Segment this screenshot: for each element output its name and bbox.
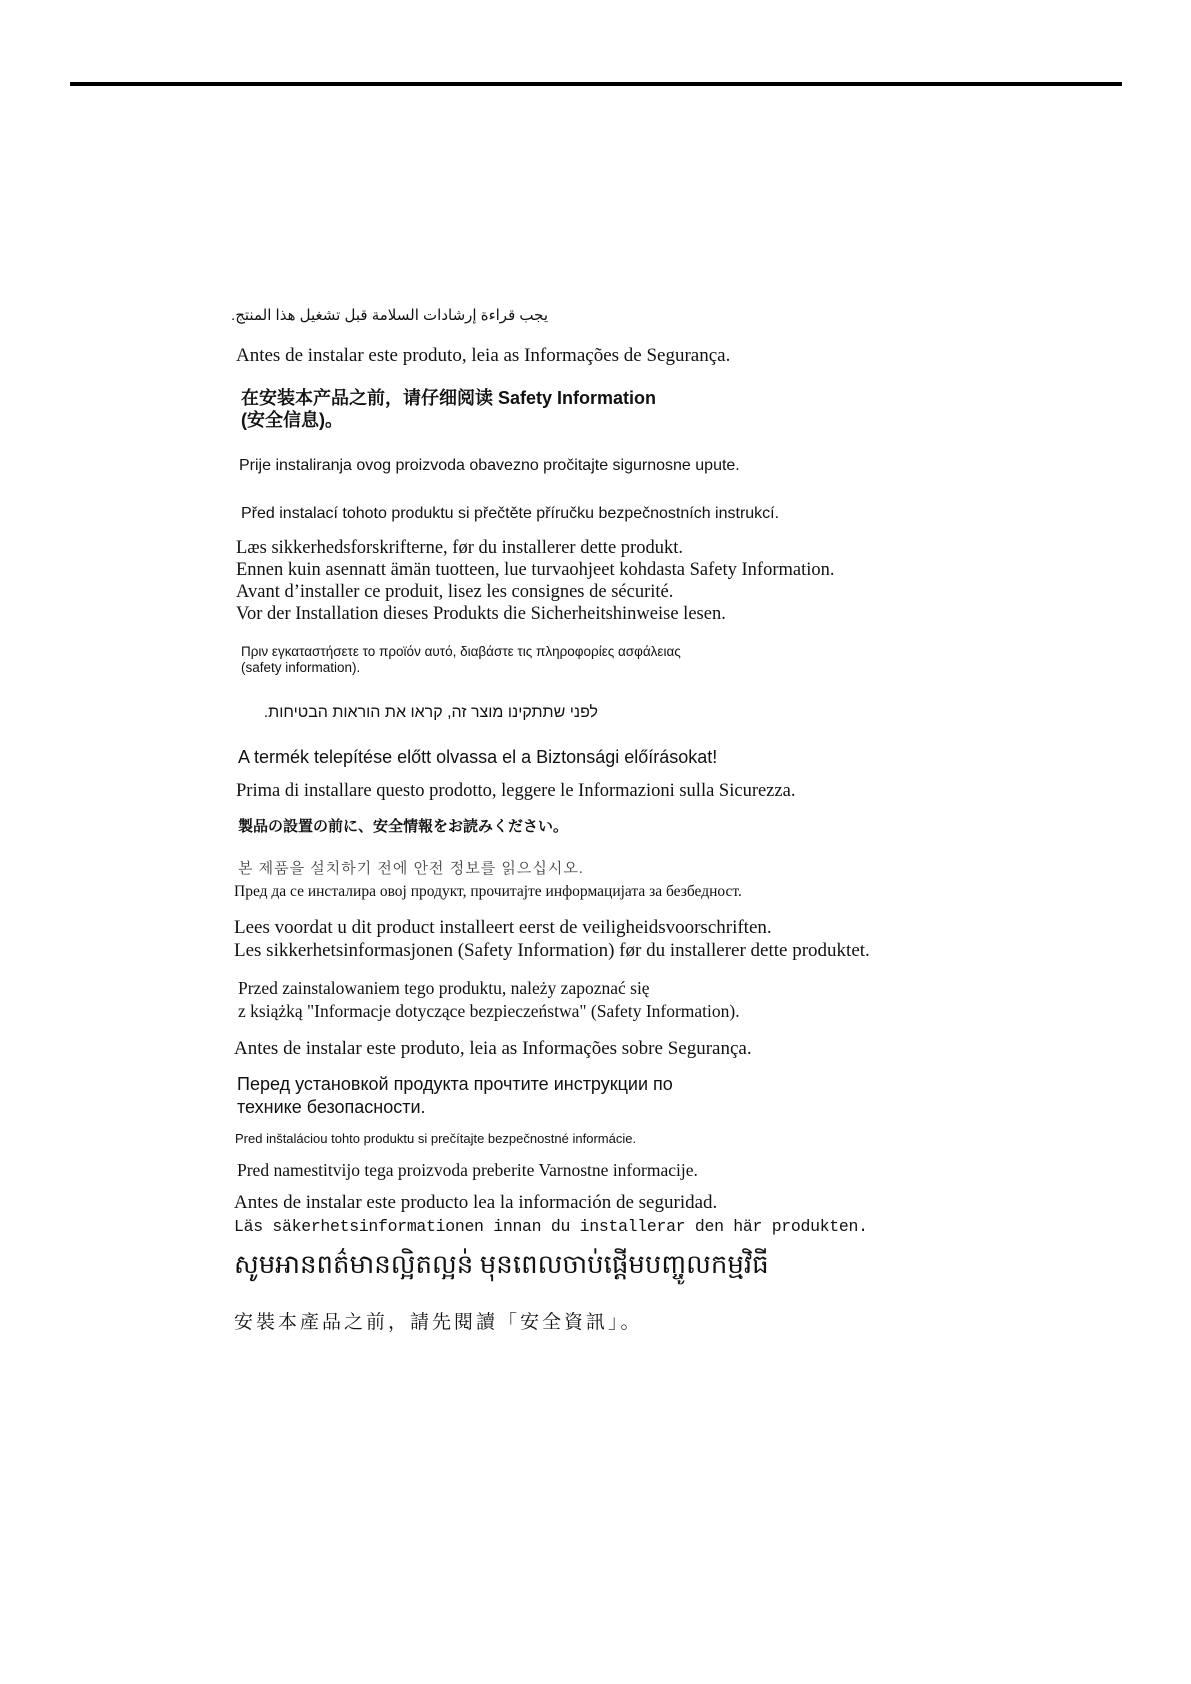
safety-notice-polish-line2: z książką "Informacje dotyczące bezpieczeństwa" (Safety Information). <box>238 1001 740 1021</box>
safety-notice-chinese-simplified-line2: (安全信息)。 <box>241 410 343 430</box>
safety-notice-hebrew: לפני שתתקינו מוצר זה, קראו את הוראות הבטיחות. <box>263 704 598 721</box>
safety-notice-japanese: 製品の設置の前に、安全情報をお読みください。 <box>238 818 569 835</box>
safety-notice-chinese-simplified-line1: 在安装本产品之前，请仔细阅读 Safety Information <box>241 388 657 408</box>
safety-notice-khmer: សូមអានពត៌មានល្អិតល្អន់ មុនពេលចាប់ផ្តើមបញ្ចូលកម្មវិធី <box>234 1250 769 1279</box>
safety-notice-croatian: Prije instaliranja ovog proizvoda obavezno pročitajte sigurnosne upute. <box>239 457 740 474</box>
safety-notice-norwegian: Les sikkerhetsinformasjonen (Safety Information) før du installerer dette produktet. <box>234 940 870 961</box>
safety-notice-dutch: Lees voordat u dit product installeert eerst de veiligheidsvoorschriften. <box>234 917 772 938</box>
safety-notice-portuguese: Antes de instalar este produto, leia as Informações sobre Segurança. <box>234 1038 752 1059</box>
safety-notice-swedish: Läs säkerhetsinformationen innan du installerar den här produkten. <box>234 1217 868 1236</box>
safety-notice-portuguese-br: Antes de instalar este produto, leia as Informações de Segurança. <box>236 345 731 366</box>
safety-notice-czech: Před instalací tohoto produktu si přečtěte příručku bezpečnostních instrukcí. <box>241 505 780 522</box>
safety-notice-italian: Prima di installare questo prodotto, leggere le Informazioni sulla Sicurezza. <box>236 781 796 801</box>
safety-notice-french: Avant d’installer ce produit, lisez les consignes de sécurité. <box>236 582 674 602</box>
safety-notice-slovenian: Pred namestitvijo tega proizvoda preberite Varnostne informacije. <box>237 1160 698 1180</box>
safety-notice-arabic: يجب قراءة إرشادات السلامة قبل تشغيل هذا المنتج. <box>231 307 548 324</box>
safety-notice-hungarian: A termék telepítése előtt olvassa el a Biztonsági előírásokat! <box>238 747 718 767</box>
safety-notice-spanish: Antes de instalar este producto lea la información de seguridad. <box>234 1192 718 1213</box>
top-horizontal-rule <box>70 82 1122 86</box>
safety-notice-korean: 본 제품을 설치하기 전에 안전 정보를 읽으십시오. <box>238 860 584 877</box>
safety-notice-russian-line1: Перед установкой продукта прочтите инструкции по <box>237 1074 673 1094</box>
safety-notice-german: Vor der Installation dieses Produkts die Sicherheitshinweise lesen. <box>236 604 726 624</box>
safety-notice-chinese-traditional: 安裝本產品之前，請先閱讀「安全資訊」。 <box>234 1311 643 1333</box>
safety-notice-greek-line1: Πριν εγκαταστήσετε το προϊόν αυτό, διαβάστε τις πληροφορίες ασφάλειας <box>241 644 681 659</box>
safety-notice-danish: Læs sikkerhedsforskrifterne, før du installerer dette produkt. <box>236 538 683 558</box>
safety-notice-polish-line1: Przed zainstalowaniem tego produktu, należy zapoznać się <box>238 978 650 998</box>
safety-notice-russian-line2: технике безопасности. <box>237 1097 426 1117</box>
safety-notice-macedonian: Пред да се инсталира овој продукт, прочитајте информацијата за безбедност. <box>234 883 742 900</box>
safety-notice-greek-line2: (safety information). <box>241 660 361 675</box>
safety-notice-finnish: Ennen kuin asennatt ämän tuotteen, lue turvaohjeet kohdasta Safety Information. <box>236 560 835 580</box>
safety-notice-slovak: Pred inštaláciou tohto produktu si prečítajte bezpečnostné informácie. <box>235 1131 637 1146</box>
